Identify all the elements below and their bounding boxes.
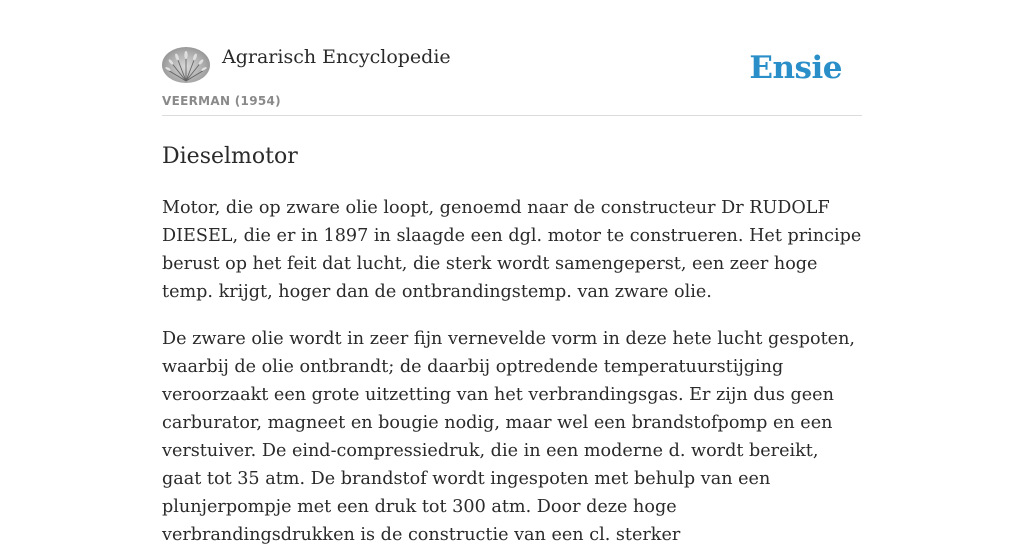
entry-paragraph-2: De zware olie wordt in zeer fijn vernevelde vorm in deze hete lucht gespoten, waarbij de olie ontbrandt; de daarbij optredende temperatuurstijging veroorzaakt een grote uitzetting van het verbrandingsgas. Er zijn dus geen carburator, magneet en bougie nodig, maar wel een brandstofpomp en een verstuiver. De eind-compressiedruk, die in een moderne d. wordt bereikt, gaat tot 35 atm. De brandstof wordt ingespoten met behulp van een plunjerpompje met een druk tot 300 atm. Door deze hoge verbrandingsdrukken is de constructie van een cl. sterker: [162, 329, 855, 545]
entry-title: Dieselmotor: [162, 144, 298, 169]
wheat-sheaf-icon[interactable]: [162, 47, 210, 83]
source-title-link[interactable]: Agrarisch Encyclopedie: [222, 46, 451, 68]
header: [162, 0, 862, 116]
content-column: [162, 0, 862, 549]
source-subtitle: VEERMAN (1954): [162, 94, 281, 108]
brand-logo-link[interactable]: Ensie: [749, 50, 842, 86]
entry-paragraph-1: Motor, die op zware olie loopt, genoemd naar de constructeur Dr RUDOLF DIESEL, die er in 1897 in slaagde een dgl. motor te construeren. Het principe berust op het feit dat lucht, die sterk wordt samengeperst, een zeer hoge temp. krijgt, hoger dan de ontbrandingstemp. van zware olie.: [162, 198, 862, 302]
